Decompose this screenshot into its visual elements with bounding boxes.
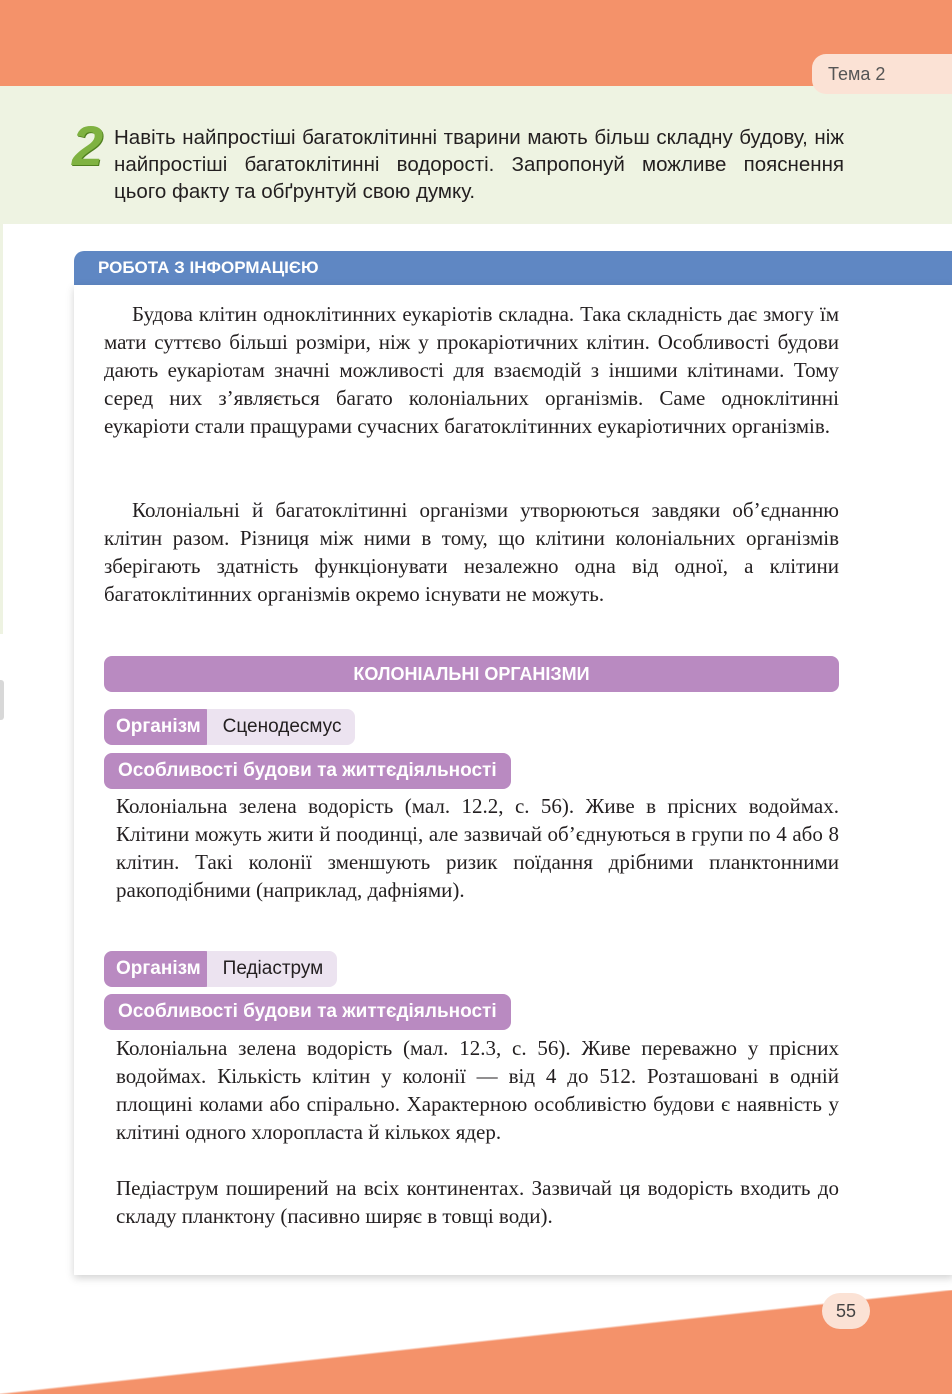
organism-row-1 (104, 709, 355, 745)
page-number: 55 (822, 1293, 870, 1329)
top-decorative-band (0, 0, 952, 86)
features-label: Особливості будови та життєдіяльності (104, 753, 511, 789)
left-edge-strip (0, 224, 3, 634)
organism-label: Організм (104, 951, 213, 987)
left-edge-marker (0, 680, 4, 720)
topic-tab[interactable]: Тема 2 (812, 54, 952, 94)
bottom-decorative-band (0, 1290, 952, 1394)
organism-name: Сценодесмус (207, 709, 356, 745)
organism-label: Організм (104, 709, 213, 745)
organism-description: Колоніальна зелена водорість (мал. 12.2, с. 56). Живе в прісних водоймах. Клітини можуть жити й поодинці, але зазвичай об’єднуються в групи по 4 або 8 клітин. Такі колонії зменшують ризик поїдання дрібними планктонними ракоподібними (наприклад, дафніями). (116, 794, 839, 902)
features-label: Особливості будови та життєдіяльності (104, 994, 511, 1030)
colonial-organisms-banner: КОЛОНІАЛЬНІ ОРГАНІЗМИ (104, 656, 839, 692)
task-text: Навіть найпростіші багатоклітинні тварини мають більш складну будову, ніж найпростіші багатоклітинні водорості. Запропонуй можливе пояснення цього факту та обґрунтуй свою думку. (114, 126, 844, 203)
organism-description-extra: Педіаструм поширений на всіх континентах. Зазвичай ця водорість входить до складу планктону (пасивно ширяє в товщі води). (116, 1176, 839, 1228)
organism-name: Педіаструм (207, 951, 338, 987)
task-number: 2 (72, 114, 102, 177)
info-section-title: РОБОТА З ІНФОРМАЦІЄЮ (74, 251, 952, 285)
info-paragraph-1: Будова клітин одноклітинних еукаріотів складна. Така складність дає змогу їм мати суттєво більші розміри, ніж у прокаріотичних клітин. Особливості будови дають еукаріотам значні можливості для взаємодій з іншими клітинами. Тому серед них з’являється багато колоніальних організмів. Саме одноклітинні еукаріоти стали пращурами сучасних багатоклітинних еукаріотичних організмів. (104, 302, 839, 438)
organism-row-2 (104, 951, 337, 987)
info-paragraph-2: Колоніальні й багатоклітинні організми утворюються завдяки об’єднанню клітин разом. Різниця між ними в тому, що клітини колоніальних організмів зберігають здатність функціонувати незалежно одна від одної, а клітини багатоклітинних організмів окремо існувати не можуть. (104, 498, 839, 606)
organism-description: Колоніальна зелена водорість (мал. 12.3, с. 56). Живе переважно у прісних водоймах. Кількість клітин у колонії — від 4 до 512. Розташовані в одній площині колами або спірально. Характерною особливістю будови є наявність у клітині одного хлоропласта й кількох ядер. (116, 1036, 839, 1144)
